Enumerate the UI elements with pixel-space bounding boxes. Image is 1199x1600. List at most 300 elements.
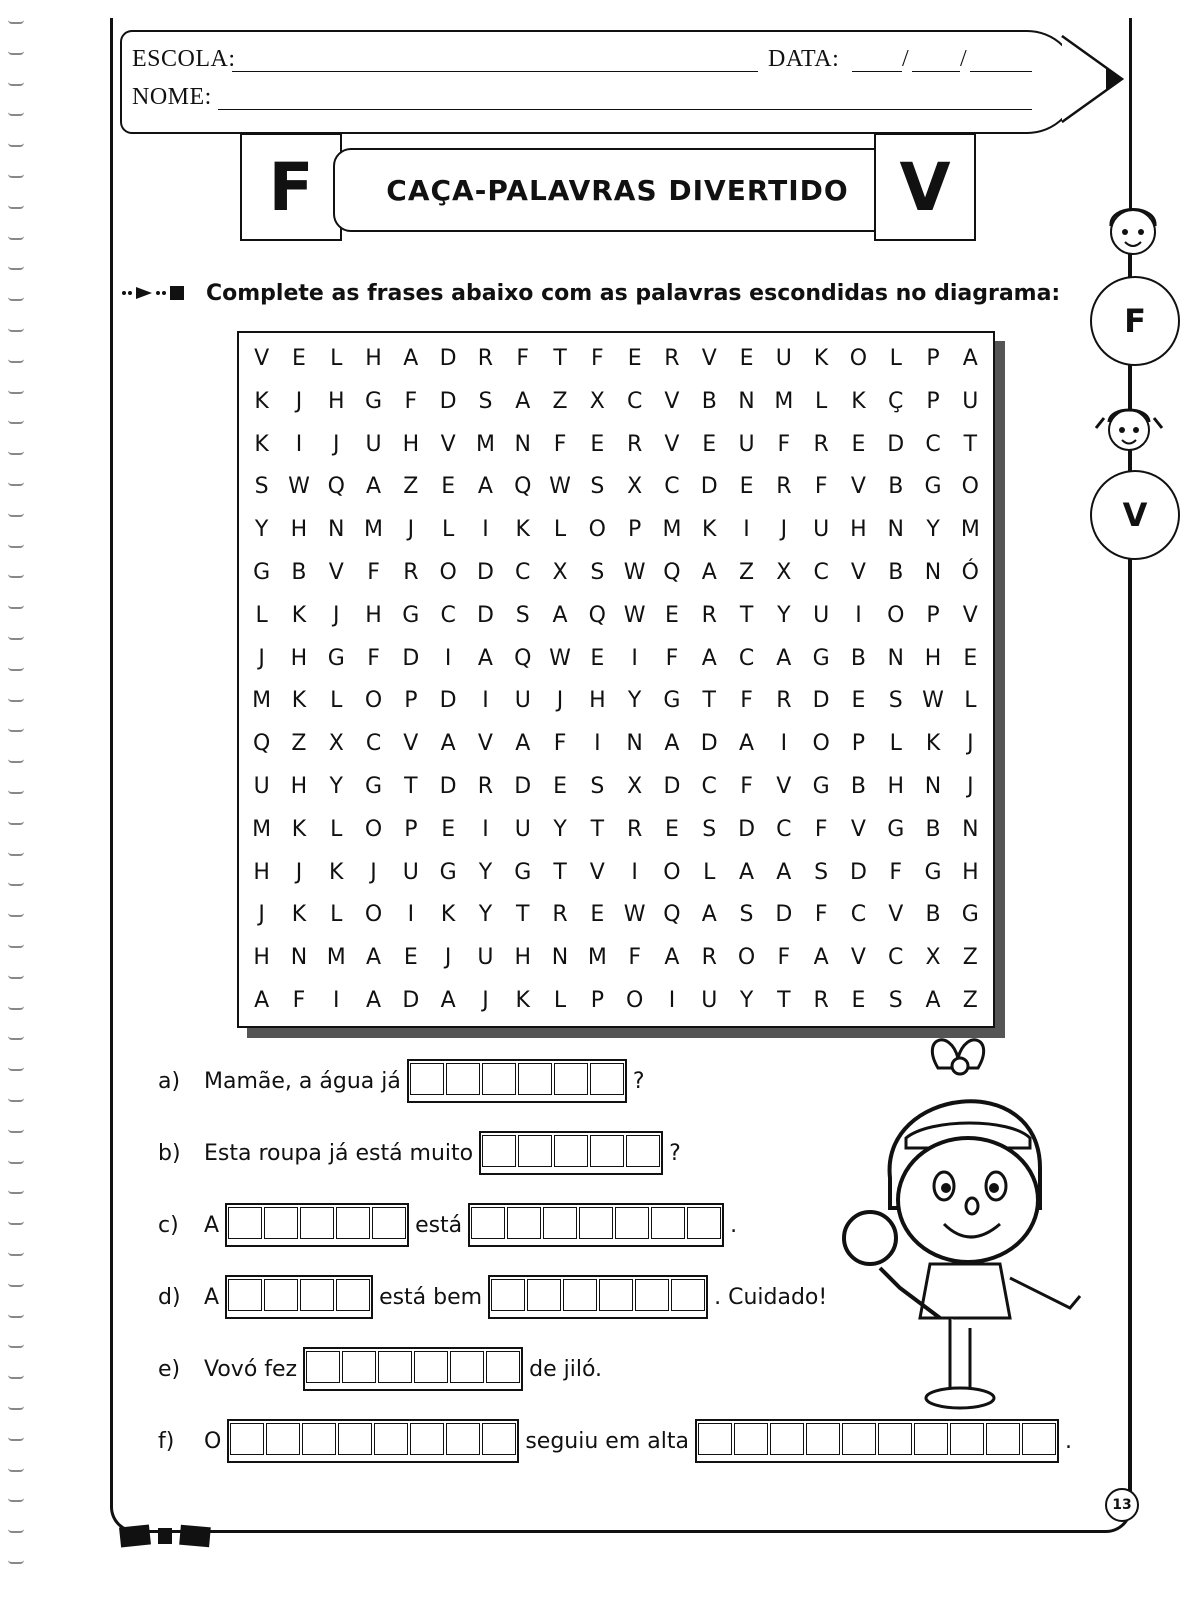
- grid-letter[interactable]: K: [515, 517, 530, 543]
- grid-letter[interactable]: A: [366, 474, 382, 500]
- grid-letter[interactable]: E: [590, 645, 605, 671]
- grid-letter[interactable]: A: [739, 859, 755, 885]
- grid-letter[interactable]: O: [737, 945, 756, 971]
- grid-letter[interactable]: I: [668, 988, 676, 1014]
- grid-letter[interactable]: M: [960, 517, 980, 543]
- grid-letter[interactable]: E: [664, 816, 679, 842]
- answer-letter-box[interactable]: [228, 1279, 262, 1311]
- grid-letter[interactable]: U: [813, 602, 830, 628]
- grid-letter[interactable]: E: [553, 774, 567, 800]
- grid-letter[interactable]: I: [444, 645, 452, 671]
- grid-letter[interactable]: R: [626, 816, 643, 842]
- grid-letter[interactable]: G: [924, 474, 942, 500]
- grid-letter[interactable]: R: [813, 431, 829, 457]
- grid-letter[interactable]: L: [889, 345, 902, 371]
- grid-letter[interactable]: H: [402, 431, 420, 457]
- grid-letter[interactable]: X: [328, 731, 344, 757]
- grid-letter[interactable]: V: [477, 731, 493, 757]
- grid-letter[interactable]: D: [402, 988, 420, 1014]
- nome-field[interactable]: [218, 108, 1032, 110]
- grid-letter[interactable]: D: [439, 345, 457, 371]
- grid-letter[interactable]: B: [850, 645, 866, 671]
- grid-letter[interactable]: K: [925, 731, 941, 757]
- grid-letter[interactable]: D: [439, 774, 457, 800]
- grid-letter[interactable]: X: [552, 559, 568, 585]
- grid-letter[interactable]: G: [961, 902, 979, 928]
- grid-letter[interactable]: A: [664, 945, 680, 971]
- grid-letter[interactable]: L: [964, 688, 977, 714]
- grid-letter[interactable]: G: [365, 774, 383, 800]
- grid-letter[interactable]: H: [887, 774, 905, 800]
- grid-letter[interactable]: H: [962, 859, 979, 885]
- grid-letter[interactable]: C: [813, 559, 829, 585]
- grid-letter[interactable]: E: [664, 602, 679, 628]
- grid-letter[interactable]: Z: [962, 945, 978, 971]
- grid-letter[interactable]: T: [516, 902, 530, 928]
- grid-letter[interactable]: D: [849, 859, 867, 885]
- grid-letter[interactable]: Q: [588, 602, 606, 628]
- grid-letter[interactable]: H: [589, 688, 606, 714]
- grid-letter[interactable]: V: [328, 559, 344, 585]
- grid-letter[interactable]: A: [366, 988, 382, 1014]
- grid-letter[interactable]: E: [441, 816, 456, 842]
- grid-letter[interactable]: Q: [663, 559, 681, 585]
- grid-letter[interactable]: A: [701, 902, 717, 928]
- grid-letter[interactable]: F: [889, 859, 903, 885]
- grid-letter[interactable]: K: [813, 345, 829, 371]
- answer-letter-box[interactable]: [698, 1423, 732, 1455]
- grid-letter[interactable]: Y: [254, 517, 269, 543]
- grid-letter[interactable]: J: [556, 688, 564, 714]
- grid-letter[interactable]: G: [663, 688, 681, 714]
- grid-letter[interactable]: I: [855, 602, 862, 628]
- grid-letter[interactable]: O: [588, 517, 606, 543]
- grid-letter[interactable]: H: [514, 945, 532, 971]
- grid-letter[interactable]: F: [777, 945, 791, 971]
- grid-letter[interactable]: I: [743, 517, 750, 543]
- answer-letter-box[interactable]: [306, 1351, 340, 1383]
- answer-boxes[interactable]: [225, 1203, 409, 1247]
- date-month-field[interactable]: [912, 70, 960, 72]
- grid-letter[interactable]: D: [775, 902, 793, 928]
- grid-letter[interactable]: E: [441, 474, 456, 500]
- grid-letter[interactable]: A: [440, 731, 456, 757]
- answer-letter-box[interactable]: [228, 1207, 262, 1239]
- grid-letter[interactable]: F: [591, 345, 604, 371]
- grid-letter[interactable]: F: [553, 431, 567, 457]
- grid-letter[interactable]: S: [254, 474, 269, 500]
- grid-letter[interactable]: Ó: [961, 559, 979, 585]
- grid-letter[interactable]: W: [549, 474, 571, 500]
- grid-letter[interactable]: O: [961, 474, 979, 500]
- grid-letter[interactable]: V: [850, 474, 866, 500]
- grid-letter[interactable]: N: [887, 517, 904, 543]
- grid-letter[interactable]: A: [515, 731, 531, 757]
- answer-letter-box[interactable]: [671, 1279, 705, 1311]
- grid-letter[interactable]: J: [258, 645, 265, 671]
- grid-letter[interactable]: D: [476, 602, 494, 628]
- answer-letter-box[interactable]: [590, 1063, 624, 1095]
- answer-letter-box[interactable]: [651, 1207, 685, 1239]
- grid-letter[interactable]: L: [442, 517, 455, 543]
- grid-letter[interactable]: H: [850, 517, 867, 543]
- grid-letter[interactable]: H: [290, 774, 308, 800]
- grid-letter[interactable]: O: [812, 731, 830, 757]
- answer-letter-box[interactable]: [554, 1135, 588, 1167]
- grid-letter[interactable]: D: [514, 774, 532, 800]
- grid-letter[interactable]: B: [888, 474, 904, 500]
- grid-letter[interactable]: Z: [552, 388, 568, 414]
- grid-letter[interactable]: E: [627, 345, 642, 371]
- grid-letter[interactable]: B: [850, 774, 866, 800]
- grid-letter[interactable]: D: [700, 731, 718, 757]
- answer-letter-box[interactable]: [342, 1351, 376, 1383]
- grid-letter[interactable]: J: [444, 945, 452, 971]
- grid-letter[interactable]: R: [626, 431, 643, 457]
- grid-letter[interactable]: W: [623, 559, 646, 585]
- grid-letter[interactable]: L: [330, 345, 343, 371]
- grid-letter[interactable]: V: [850, 559, 866, 585]
- grid-letter[interactable]: Z: [739, 559, 755, 585]
- grid-letter[interactable]: T: [702, 688, 716, 714]
- answer-letter-box[interactable]: [486, 1351, 520, 1383]
- grid-letter[interactable]: U: [514, 688, 531, 714]
- grid-letter[interactable]: P: [404, 688, 418, 714]
- grid-letter[interactable]: F: [516, 345, 530, 371]
- grid-letter[interactable]: Y: [478, 902, 493, 928]
- grid-letter[interactable]: Q: [252, 731, 271, 757]
- grid-letter[interactable]: E: [851, 431, 866, 457]
- grid-letter[interactable]: F: [404, 388, 418, 414]
- answer-letter-box[interactable]: [336, 1207, 370, 1239]
- grid-letter[interactable]: A: [440, 988, 456, 1014]
- grid-letter[interactable]: D: [887, 431, 905, 457]
- grid-letter[interactable]: O: [364, 902, 383, 928]
- grid-letter[interactable]: L: [553, 988, 567, 1014]
- grid-letter[interactable]: Y: [739, 988, 754, 1014]
- grid-letter[interactable]: H: [290, 645, 308, 671]
- grid-letter[interactable]: S: [702, 816, 717, 842]
- grid-letter[interactable]: K: [440, 902, 456, 928]
- grid-letter[interactable]: F: [740, 774, 753, 800]
- grid-letter[interactable]: R: [477, 774, 494, 800]
- answer-letter-box[interactable]: [372, 1207, 406, 1239]
- grid-letter[interactable]: Q: [327, 474, 345, 500]
- grid-letter[interactable]: S: [814, 859, 829, 885]
- answer-letter-box[interactable]: [507, 1207, 541, 1239]
- grid-letter[interactable]: M: [252, 688, 272, 714]
- grid-letter[interactable]: E: [403, 945, 418, 971]
- grid-letter[interactable]: V: [440, 431, 456, 457]
- grid-letter[interactable]: R: [701, 945, 717, 971]
- grid-letter[interactable]: F: [777, 431, 791, 457]
- answer-letter-box[interactable]: [264, 1279, 298, 1311]
- date-day-field[interactable]: [852, 70, 902, 72]
- answer-letter-box[interactable]: [615, 1207, 649, 1239]
- grid-letter[interactable]: H: [253, 859, 270, 885]
- grid-letter[interactable]: D: [738, 816, 756, 842]
- answer-letter-box[interactable]: [599, 1279, 633, 1311]
- grid-letter[interactable]: Y: [553, 816, 567, 842]
- grid-letter[interactable]: T: [404, 774, 418, 800]
- answer-letter-box[interactable]: [471, 1207, 505, 1239]
- grid-letter[interactable]: A: [776, 859, 792, 885]
- grid-letter[interactable]: S: [590, 774, 605, 800]
- answer-letter-box[interactable]: [414, 1351, 448, 1383]
- grid-letter[interactable]: P: [404, 816, 418, 842]
- grid-letter[interactable]: E: [590, 902, 605, 928]
- grid-letter[interactable]: U: [962, 388, 979, 414]
- grid-letter[interactable]: R: [477, 345, 494, 371]
- answer-letter-box[interactable]: [635, 1279, 669, 1311]
- grid-letter[interactable]: E: [851, 988, 866, 1014]
- grid-letter[interactable]: N: [924, 559, 942, 585]
- grid-letter[interactable]: J: [407, 517, 415, 543]
- grid-letter[interactable]: I: [631, 645, 638, 671]
- grid-letter[interactable]: X: [627, 774, 643, 800]
- answer-letter-box[interactable]: [374, 1423, 408, 1455]
- grid-letter[interactable]: F: [814, 902, 828, 928]
- grid-letter[interactable]: O: [663, 859, 681, 885]
- grid-letter[interactable]: P: [590, 988, 604, 1014]
- grid-letter[interactable]: M: [475, 431, 495, 457]
- grid-letter[interactable]: A: [366, 945, 382, 971]
- answer-letter-box[interactable]: [230, 1423, 264, 1455]
- grid-letter[interactable]: B: [888, 559, 904, 585]
- answer-letter-box[interactable]: [482, 1135, 516, 1167]
- grid-letter[interactable]: H: [253, 945, 270, 971]
- grid-letter[interactable]: N: [290, 945, 308, 971]
- grid-letter[interactable]: X: [627, 474, 643, 500]
- grid-letter[interactable]: U: [477, 945, 494, 971]
- grid-letter[interactable]: Y: [627, 688, 642, 714]
- grid-letter[interactable]: O: [887, 602, 905, 628]
- grid-letter[interactable]: K: [851, 388, 866, 414]
- answer-letter-box[interactable]: [554, 1063, 588, 1095]
- grid-letter[interactable]: R: [552, 902, 568, 928]
- grid-letter[interactable]: S: [888, 688, 903, 714]
- grid-letter[interactable]: Y: [777, 602, 791, 628]
- grid-letter[interactable]: L: [553, 517, 567, 543]
- grid-letter[interactable]: V: [850, 816, 866, 842]
- grid-letter[interactable]: P: [926, 388, 940, 414]
- grid-letter[interactable]: E: [702, 431, 717, 457]
- grid-letter[interactable]: I: [594, 731, 601, 757]
- grid-letter[interactable]: M: [364, 517, 384, 543]
- grid-letter[interactable]: F: [292, 988, 306, 1014]
- grid-letter[interactable]: G: [812, 774, 830, 800]
- grid-letter[interactable]: Z: [291, 731, 307, 757]
- grid-letter[interactable]: F: [367, 645, 380, 671]
- grid-letter[interactable]: V: [664, 431, 680, 457]
- grid-letter[interactable]: D: [402, 645, 420, 671]
- grid-letter[interactable]: A: [477, 645, 493, 671]
- answer-boxes[interactable]: [468, 1203, 724, 1247]
- grid-letter[interactable]: X: [925, 945, 941, 971]
- answer-letter-box[interactable]: [518, 1063, 552, 1095]
- answer-letter-box[interactable]: [338, 1423, 372, 1455]
- grid-letter[interactable]: O: [364, 816, 383, 842]
- answer-letter-box[interactable]: [527, 1279, 561, 1311]
- grid-letter[interactable]: P: [926, 602, 940, 628]
- grid-letter[interactable]: S: [590, 474, 605, 500]
- grid-letter[interactable]: G: [924, 859, 942, 885]
- grid-letter[interactable]: K: [291, 816, 307, 842]
- grid-letter[interactable]: T: [553, 345, 567, 371]
- grid-letter[interactable]: Y: [926, 517, 940, 543]
- grid-letter[interactable]: K: [291, 902, 307, 928]
- grid-letter[interactable]: A: [962, 345, 978, 371]
- grid-letter[interactable]: J: [332, 602, 340, 628]
- grid-letter[interactable]: G: [327, 645, 345, 671]
- grid-letter[interactable]: R: [701, 602, 717, 628]
- grid-letter[interactable]: V: [962, 602, 978, 628]
- grid-letter[interactable]: Z: [962, 988, 978, 1014]
- grid-letter[interactable]: B: [925, 902, 941, 928]
- grid-letter[interactable]: U: [514, 816, 531, 842]
- grid-letter[interactable]: U: [402, 859, 419, 885]
- answer-boxes[interactable]: [225, 1275, 373, 1319]
- grid-letter[interactable]: L: [330, 816, 343, 842]
- grid-letter[interactable]: M: [326, 945, 346, 971]
- grid-letter[interactable]: A: [403, 345, 419, 371]
- answer-letter-box[interactable]: [300, 1207, 334, 1239]
- grid-letter[interactable]: S: [739, 902, 754, 928]
- grid-letter[interactable]: V: [888, 902, 904, 928]
- grid-letter[interactable]: M: [587, 945, 607, 971]
- grid-letter[interactable]: W: [623, 602, 646, 628]
- answer-letter-box[interactable]: [300, 1279, 334, 1311]
- answer-letter-box[interactable]: [264, 1207, 298, 1239]
- grid-letter[interactable]: N: [962, 816, 979, 842]
- grid-letter[interactable]: V: [254, 345, 270, 371]
- grid-letter[interactable]: F: [628, 945, 641, 971]
- answer-letter-box[interactable]: [734, 1423, 768, 1455]
- grid-letter[interactable]: N: [551, 945, 569, 971]
- grid-letter[interactable]: E: [963, 645, 978, 671]
- grid-letter[interactable]: V: [589, 859, 605, 885]
- answer-boxes[interactable]: [488, 1275, 708, 1319]
- answer-letter-box[interactable]: [450, 1351, 484, 1383]
- grid-letter[interactable]: W: [288, 474, 310, 500]
- grid-letter[interactable]: C: [626, 388, 643, 414]
- grid-letter[interactable]: N: [328, 517, 345, 543]
- grid-letter[interactable]: A: [515, 388, 531, 414]
- grid-letter[interactable]: R: [403, 559, 419, 585]
- grid-letter[interactable]: C: [515, 559, 531, 585]
- grid-letter[interactable]: G: [514, 859, 532, 885]
- answer-letter-box[interactable]: [266, 1423, 300, 1455]
- grid-letter[interactable]: D: [439, 688, 457, 714]
- grid-letter[interactable]: H: [327, 388, 345, 414]
- grid-letter[interactable]: M: [662, 517, 682, 543]
- grid-letter[interactable]: Z: [403, 474, 419, 500]
- answer-letter-box[interactable]: [410, 1063, 444, 1095]
- grid-letter[interactable]: F: [740, 688, 753, 714]
- grid-letter[interactable]: M: [252, 816, 272, 842]
- grid-letter[interactable]: K: [291, 602, 307, 628]
- grid-letter[interactable]: I: [482, 816, 489, 842]
- grid-letter[interactable]: J: [482, 988, 489, 1014]
- grid-letter[interactable]: J: [332, 431, 340, 457]
- answer-letter-box[interactable]: [302, 1423, 336, 1455]
- answer-letter-box[interactable]: [626, 1135, 660, 1167]
- answer-letter-box[interactable]: [491, 1279, 525, 1311]
- grid-letter[interactable]: V: [664, 388, 680, 414]
- grid-letter[interactable]: K: [254, 431, 269, 457]
- grid-letter[interactable]: A: [701, 645, 717, 671]
- grid-letter[interactable]: A: [739, 731, 755, 757]
- answer-letter-box[interactable]: [336, 1279, 370, 1311]
- grid-letter[interactable]: O: [849, 345, 868, 371]
- grid-letter[interactable]: E: [851, 688, 866, 714]
- grid-letter[interactable]: O: [625, 988, 644, 1014]
- grid-letter[interactable]: L: [703, 859, 716, 885]
- grid-letter[interactable]: C: [365, 731, 382, 757]
- grid-letter[interactable]: Q: [663, 902, 681, 928]
- grid-letter[interactable]: F: [665, 645, 679, 671]
- grid-letter[interactable]: D: [700, 474, 718, 500]
- grid-letter[interactable]: I: [780, 731, 788, 757]
- grid-letter[interactable]: W: [623, 902, 646, 928]
- grid-letter[interactable]: N: [887, 645, 904, 671]
- grid-letter[interactable]: L: [255, 602, 268, 628]
- grid-letter[interactable]: A: [776, 645, 792, 671]
- grid-letter[interactable]: B: [701, 388, 717, 414]
- grid-letter[interactable]: I: [407, 902, 415, 928]
- grid-letter[interactable]: I: [482, 517, 489, 543]
- grid-letter[interactable]: J: [780, 517, 788, 543]
- grid-letter[interactable]: Y: [478, 859, 493, 885]
- date-year-field[interactable]: [970, 70, 1032, 72]
- grid-letter[interactable]: O: [439, 559, 457, 585]
- grid-letter[interactable]: O: [364, 688, 383, 714]
- answer-letter-box[interactable]: [770, 1423, 804, 1455]
- answer-letter-box[interactable]: [590, 1135, 624, 1167]
- answer-letter-box[interactable]: [378, 1351, 412, 1383]
- grid-letter[interactable]: A: [552, 602, 568, 628]
- grid-letter[interactable]: C: [850, 902, 867, 928]
- grid-letter[interactable]: T: [553, 859, 567, 885]
- grid-letter[interactable]: U: [738, 431, 755, 457]
- grid-letter[interactable]: G: [365, 388, 383, 414]
- grid-letter[interactable]: E: [739, 474, 754, 500]
- grid-letter[interactable]: S: [478, 388, 493, 414]
- grid-letter[interactable]: A: [254, 988, 270, 1014]
- grid-letter[interactable]: C: [776, 816, 792, 842]
- answer-letter-box[interactable]: [687, 1207, 721, 1239]
- answer-letter-box[interactable]: [482, 1063, 516, 1095]
- answer-letter-box[interactable]: [518, 1135, 552, 1167]
- grid-letter[interactable]: D: [812, 688, 830, 714]
- grid-letter[interactable]: R: [776, 474, 792, 500]
- answer-boxes[interactable]: [303, 1347, 523, 1391]
- grid-letter[interactable]: C: [440, 602, 456, 628]
- answer-boxes[interactable]: [479, 1131, 663, 1175]
- grid-letter[interactable]: G: [439, 859, 457, 885]
- grid-letter[interactable]: Ç: [888, 388, 904, 414]
- answer-letter-box[interactable]: [482, 1423, 516, 1455]
- grid-letter[interactable]: Q: [514, 645, 532, 671]
- grid-letter[interactable]: G: [402, 602, 420, 628]
- answer-letter-box[interactable]: [410, 1423, 444, 1455]
- grid-letter[interactable]: N: [924, 774, 942, 800]
- grid-letter[interactable]: Q: [514, 474, 532, 500]
- grid-letter[interactable]: J: [295, 859, 303, 885]
- grid-letter[interactable]: V: [776, 774, 792, 800]
- answer-boxes[interactable]: [227, 1419, 519, 1463]
- grid-letter[interactable]: X: [589, 388, 605, 414]
